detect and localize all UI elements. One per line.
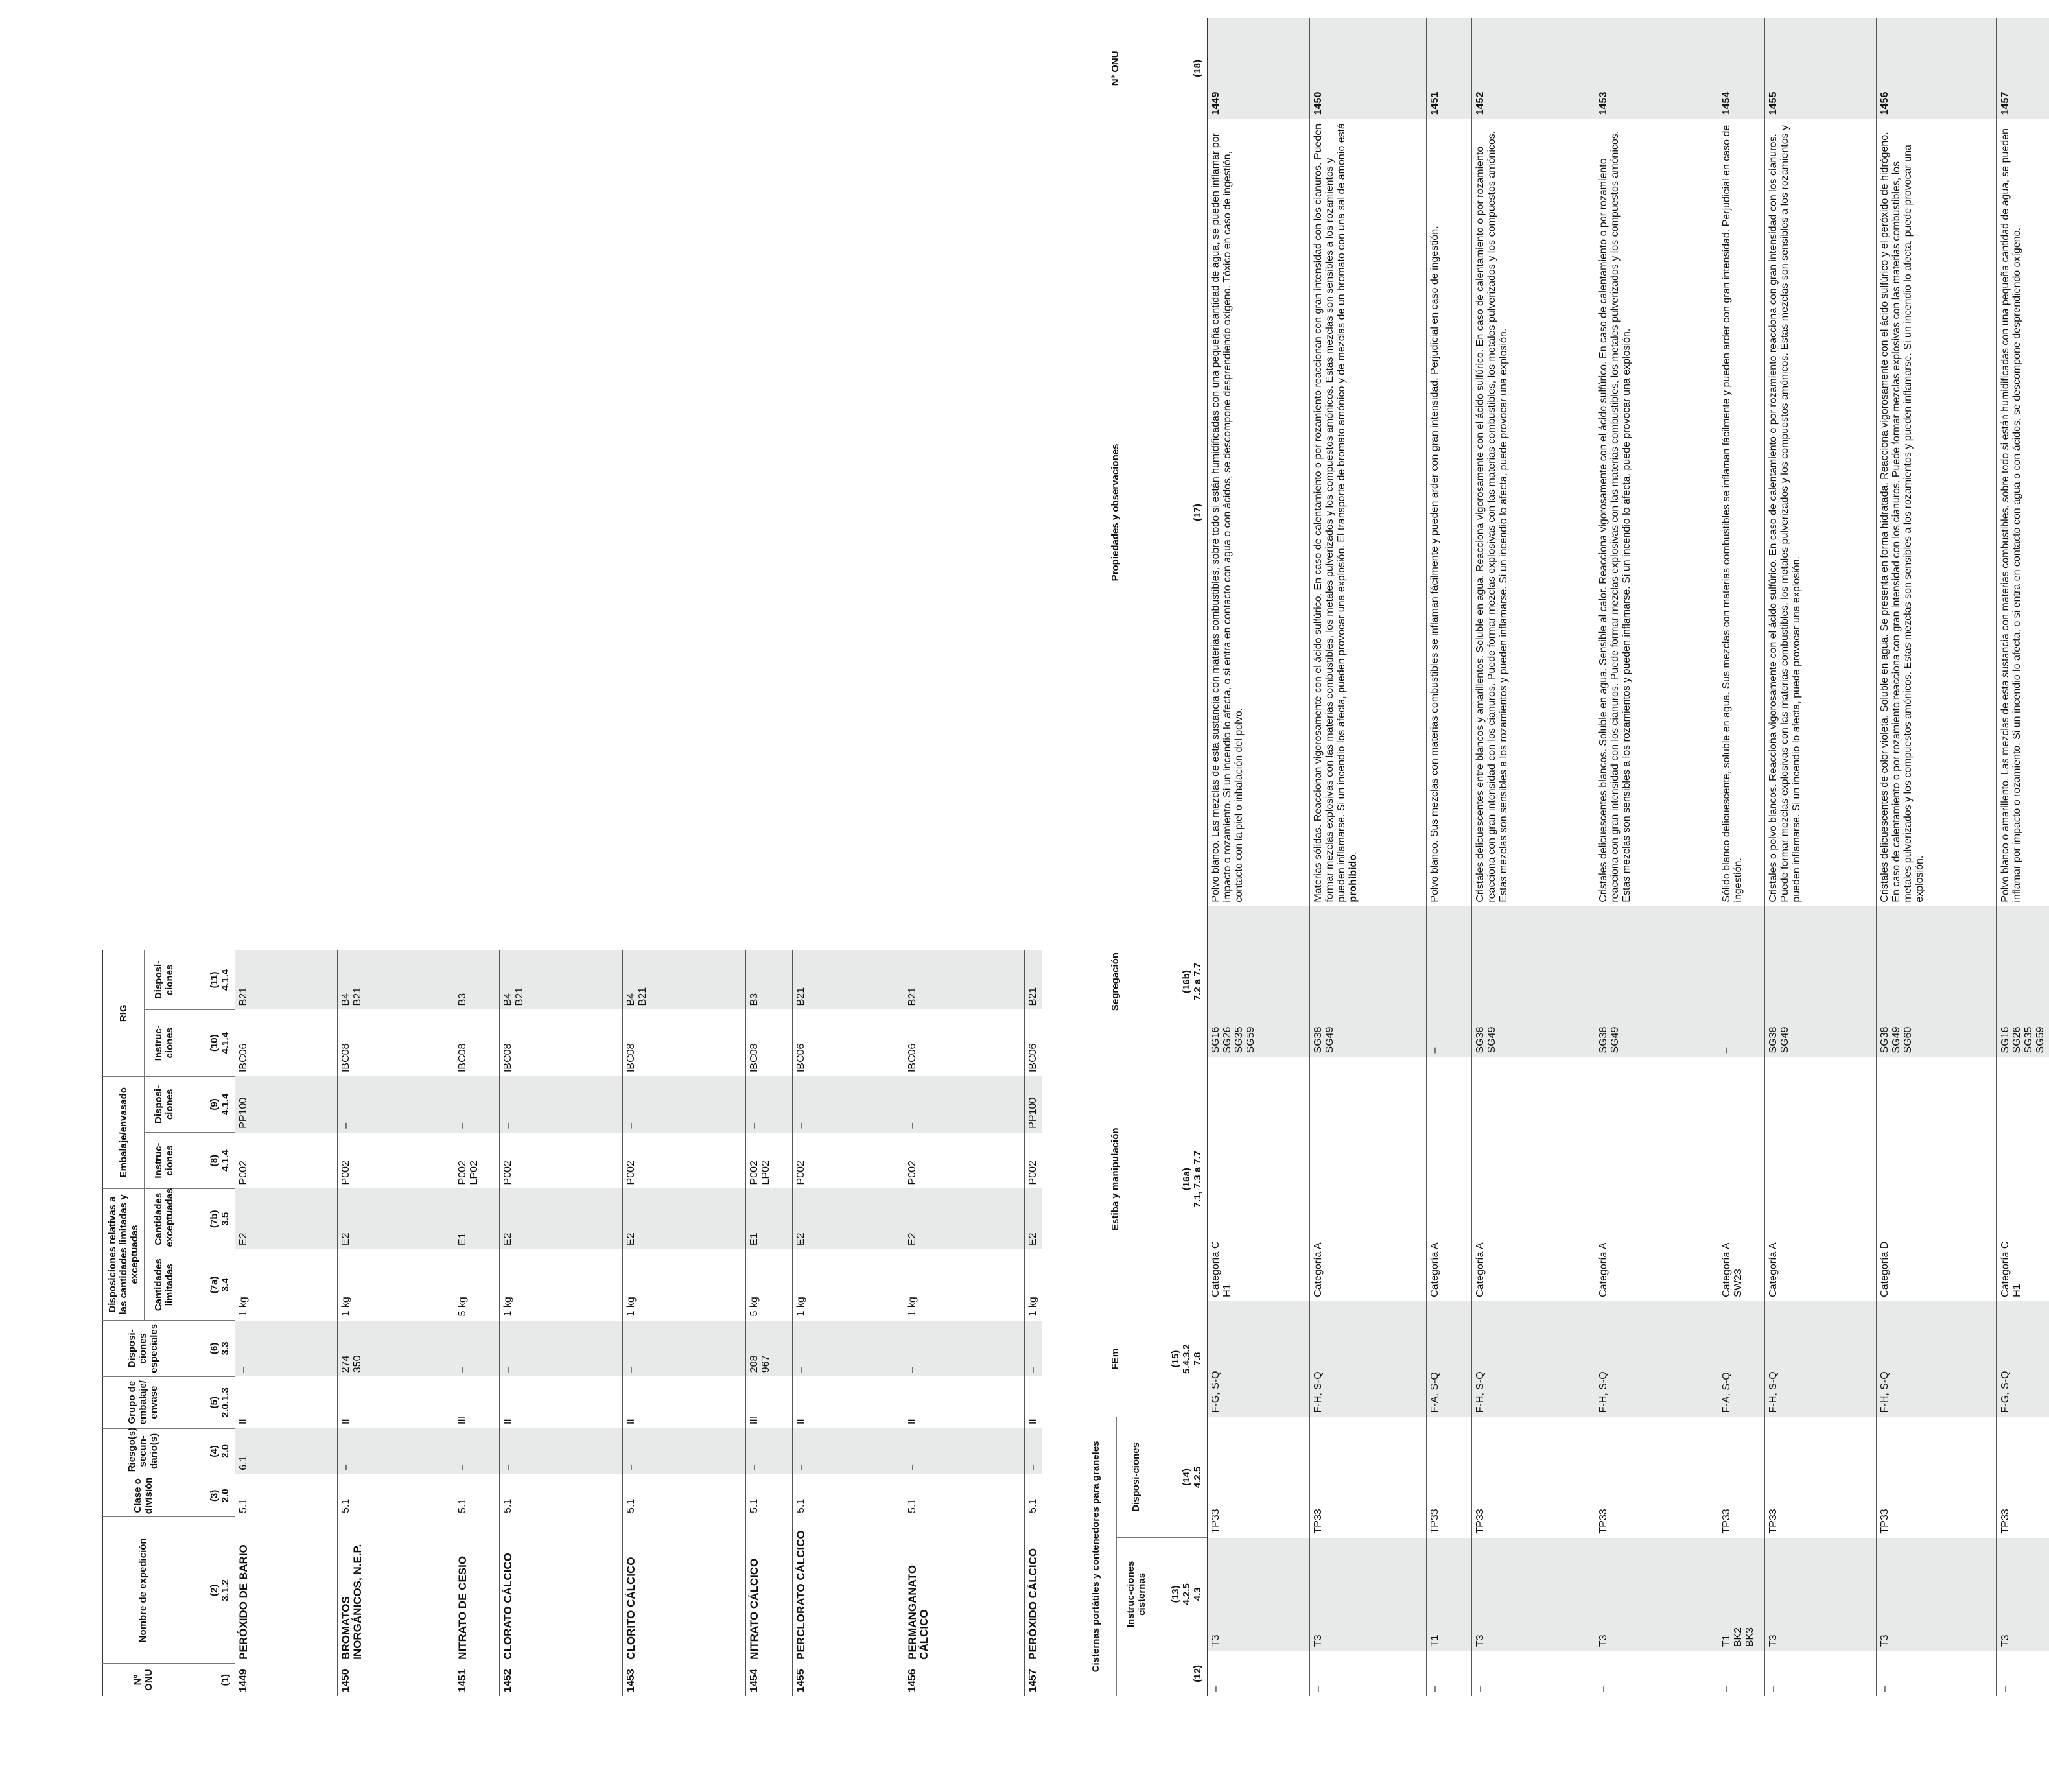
shipping-name: NITRATO CÁLCICO: [746, 1517, 793, 1664]
class: 5.1: [623, 1474, 746, 1517]
packing-provision: –: [500, 1076, 623, 1133]
tank-instruction: T3: [1310, 1538, 1427, 1651]
ref-6: (6) 3.3: [183, 1321, 235, 1377]
class: 5.1: [746, 1474, 793, 1517]
limited-quantity: 1 kg: [623, 1249, 746, 1321]
excepted-quantity: E2: [793, 1188, 904, 1249]
ref-9: (9) 4.1.4: [183, 1076, 235, 1133]
tank-provision: TP33: [1208, 1417, 1310, 1537]
packing-group: II: [338, 1376, 454, 1428]
stowage: Categoría C H1: [1208, 1057, 1310, 1301]
properties: Sólido blanco delicuescente, soluble en agua. Sus mezclas con materias combustibles se inflaman fácilmente y pueden arder con gran intensidad. Perjudicial en caso de ingestión.: [1718, 119, 1765, 906]
excepted-quantity: E2: [500, 1188, 623, 1249]
stowage: Categoría A SW23: [1718, 1057, 1765, 1301]
header-class: Clase o división: [103, 1474, 183, 1517]
header-packing-instructions: Instruc-ciones: [145, 1133, 183, 1189]
un-number: 1451: [1427, 18, 1472, 119]
un-number: 1451: [454, 1664, 500, 1696]
shipping-name: CLORATO CÁLCICO: [500, 1517, 623, 1664]
un-number: 1453: [623, 1664, 746, 1696]
limited-quantity: 1 kg: [793, 1249, 904, 1321]
ref-12: (12): [1156, 1651, 1208, 1696]
special-provisions: –: [454, 1321, 500, 1377]
tank-instruction: T3: [1997, 1538, 2049, 1651]
tank-provision: TP33: [1718, 1417, 1765, 1537]
packing-instruction: P002: [235, 1133, 338, 1189]
class: 5.1: [235, 1474, 338, 1517]
table-row: [623, 950, 746, 1696]
excepted-quantity: E1: [746, 1188, 793, 1249]
packing-provision: –: [793, 1076, 904, 1133]
tank-instruction: T3: [1765, 1538, 1877, 1651]
col12: –: [1718, 1651, 1765, 1696]
excepted-quantity: E2: [1025, 1188, 1042, 1249]
properties: Cristales o polvo blancos. Reacciona vigorosamente con el ácido sulfúrico. En caso de calentamiento o por rozamiento reacciona con gran intensidad con los cianuros. Puede formar mezclas explosivas con las materias combustibles, los metales pulverizados y los compuestos amónicos. Estas mezclas son sensibles a los rozamientos y pueden inflamarse. Si un incendio lo afecta, puede provocar una explosión.: [1765, 119, 1877, 906]
header-qty-excepted: Cantidades exceptuadas: [145, 1188, 183, 1249]
subsidiary-risk: –: [793, 1428, 904, 1474]
shipping-name: PERMANGANATO CÁLCICO: [904, 1517, 1025, 1664]
excepted-quantity: E1: [454, 1188, 500, 1249]
un-number: 1454: [1718, 18, 1765, 119]
properties: Cristales delicuescentes blancos. Soluble en agua. Sensible al calor. Reacciona vigorosamente con el ácido sulfúrico. En caso de calentamiento o por rozamiento reacciona con gran intensidad con los cianuros. Puede formar mezclas explosivas con las materias combustibles, los metales pulverizados y los compuestos amónicos. Estas mezclas son sensibles a los rozamientos y pueden inflamarse. Si un incendio lo afecta, puede provocar una explosión.: [1595, 119, 1718, 906]
special-provisions: 208 967: [746, 1321, 793, 1377]
ref-16b: (16b) 7.2 a 7.7: [1156, 906, 1208, 1057]
ibc-provision: B4 B21: [500, 950, 623, 1009]
properties-emphasis: prohibido: [1348, 854, 1359, 902]
packing-instruction: P002 LP02: [746, 1133, 793, 1189]
header-properties: Propiedades y observaciones: [1075, 119, 1156, 906]
header-ibc-instructions: Instruc-ciones: [145, 1009, 183, 1076]
tank-instruction: T1: [1427, 1538, 1472, 1651]
shipping-name: PERÓXIDO CÁLCICO: [1025, 1517, 1042, 1664]
segregation: SG38 SG49: [1310, 906, 1427, 1057]
header-un: Nº ONU: [132, 1669, 154, 1691]
ref-5: (5) 2.0.1.3: [183, 1376, 235, 1428]
header-subsidiary-risk: Riesgo(s) secun-dario(s): [103, 1428, 183, 1474]
ibc-instruction: IBC08: [746, 1009, 793, 1076]
ref-8: (8) 4.1.4: [183, 1133, 235, 1189]
un-number: 1452: [500, 1664, 623, 1696]
class: 5.1: [454, 1474, 500, 1517]
ref-7b: (7b) 3.5: [183, 1188, 235, 1249]
header-tank-instructions: Instruc-ciones cisternas: [1117, 1538, 1156, 1651]
header-stowage: Estiba y manipulación: [1075, 1057, 1156, 1301]
ems: F-H, S-Q: [1310, 1301, 1427, 1417]
ibc-instruction: IBC08: [454, 1009, 500, 1076]
un-number: 1454: [746, 1664, 793, 1696]
tank-instruction: T3: [1472, 1538, 1595, 1651]
tank-provision: TP33: [1765, 1417, 1877, 1537]
packing-instruction: P002: [904, 1133, 1025, 1189]
packing-group: III: [746, 1376, 793, 1428]
table-row: [1472, 18, 1595, 1696]
un-number: 1450: [1310, 18, 1427, 119]
excepted-quantity: E2: [623, 1188, 746, 1249]
subsidiary-risk: –: [454, 1428, 500, 1474]
limited-quantity: 1 kg: [235, 1249, 338, 1321]
ibc-instruction: IBC06: [904, 1009, 1025, 1076]
table-row: [793, 950, 904, 1696]
packing-group: II: [235, 1376, 338, 1428]
limited-quantity: 5 kg: [746, 1249, 793, 1321]
table-row: [1208, 18, 1310, 1696]
packing-group: III: [454, 1376, 500, 1428]
segregation: SG38 SG49 SG60: [1877, 906, 1997, 1057]
ibc-instruction: IBC08: [338, 1009, 454, 1076]
table-row: [338, 950, 454, 1696]
packing-group: II: [623, 1376, 746, 1428]
table-row: [1877, 18, 1997, 1696]
properties: Cristales delicuescentes de color violeta. Soluble en agua. Se presenta en forma hidratada. Reacciona vigorosamente con el ácido sulfúrico y el peróxido de hidrógeno. En caso de calentamiento o por rozamiento reacciona con gran intensidad con los cianuros. Puede formar mezclas explosivas con las materias combustibles, los metales pulverizados y los compuestos amónicos. Estas mezclas son sensibles a los rozamientos y pueden inflamarse. Si un incendio lo afecta, puede provocar una explosión.: [1877, 119, 1997, 906]
header-un-right: Nº ONU: [1075, 18, 1156, 119]
header-qty-limited: Cantidades limitadas: [145, 1249, 183, 1321]
packing-provision: –: [904, 1076, 1025, 1133]
ems: F-A, S-Q: [1718, 1301, 1765, 1417]
shipping-name: PERCLORATO CÁLCICO: [793, 1517, 904, 1664]
col12: –: [1997, 1651, 2049, 1696]
right-table: [1075, 18, 2049, 1696]
un-number: 1453: [1595, 18, 1718, 119]
subsidiary-risk: –: [904, 1428, 1025, 1474]
ref-15: (15) 5.4.3.2 7.8: [1156, 1301, 1208, 1417]
table-row: [904, 950, 1025, 1696]
un-number: 1456: [904, 1664, 1025, 1696]
table-row: [1595, 18, 1718, 1696]
tank-instruction: T3: [1208, 1538, 1310, 1651]
table-row: [746, 950, 793, 1696]
table-row: [1427, 18, 1472, 1696]
un-number: 1455: [793, 1664, 904, 1696]
special-provisions: –: [1025, 1321, 1042, 1377]
ibc-provision: B3: [454, 950, 500, 1009]
col12: –: [1472, 1651, 1595, 1696]
ibc-provision: B3: [746, 950, 793, 1009]
tank-instruction: T3: [1595, 1538, 1718, 1651]
special-provisions: –: [904, 1321, 1025, 1377]
col12: –: [1765, 1651, 1877, 1696]
packing-instruction: P002: [623, 1133, 746, 1189]
col12: –: [1877, 1651, 1997, 1696]
ems: F-G, S-Q: [1997, 1301, 2049, 1417]
table-row: [1025, 950, 1042, 1696]
header-segregation: Segregación: [1075, 906, 1156, 1057]
header-ems: FEm: [1075, 1301, 1156, 1417]
ibc-provision: B21: [793, 950, 904, 1009]
stowage: Categoría A: [1427, 1057, 1472, 1301]
ref-11: (11) 4.1.4: [183, 950, 235, 1009]
tank-provision: TP33: [1427, 1417, 1472, 1537]
dangerous-goods-list-right: [1075, 18, 2046, 1696]
packing-group: II: [500, 1376, 623, 1428]
ibc-provision: B21: [235, 950, 338, 1009]
segregation: –: [1427, 906, 1472, 1057]
header-shipping-name: Nombre de expedición: [103, 1517, 183, 1664]
stowage: Categoría A: [1472, 1057, 1595, 1301]
ibc-instruction: IBC06: [1025, 1009, 1042, 1076]
dangerous-goods-list-left: [102, 950, 1039, 1696]
class: 5.1: [793, 1474, 904, 1517]
ref-2: (2) 3.1.2: [183, 1517, 235, 1664]
ibc-provision: B21: [904, 950, 1025, 1009]
shipping-name: PERÓXIDO DE BARIO: [235, 1517, 338, 1664]
excepted-quantity: E2: [235, 1188, 338, 1249]
header-tank-blank: [1117, 1651, 1156, 1696]
ibc-instruction: IBC06: [235, 1009, 338, 1076]
header-tank-provisions: Disposi-ciones: [1117, 1417, 1156, 1537]
ems: F-H, S-Q: [1877, 1301, 1997, 1417]
packing-provision: –: [454, 1076, 500, 1133]
table-row: [1310, 18, 1427, 1696]
packing-instruction: P002 LP02: [454, 1133, 500, 1189]
header-special-provisions: Disposi-ciones especiales: [103, 1321, 183, 1377]
table-row: [454, 950, 500, 1696]
un-number: 1457: [1025, 1664, 1042, 1696]
col12: –: [1595, 1651, 1718, 1696]
stowage: Categoría A: [1595, 1057, 1718, 1301]
subsidiary-risk: –: [623, 1428, 746, 1474]
properties: Polvo blanco. Sus mezclas con materias combustibles se inflaman fácilmente y pueden arder con gran intensidad. Perjudicial en caso de ingestión.: [1427, 119, 1472, 906]
properties-tail: .: [1348, 851, 1359, 855]
tank-provision: TP33: [1310, 1417, 1427, 1537]
packing-provision: –: [338, 1076, 454, 1133]
ibc-instruction: IBC08: [623, 1009, 746, 1076]
un-number: 1449: [235, 1664, 338, 1696]
ibc-provision: B21: [1025, 950, 1042, 1009]
ibc-provision: B4 B21: [338, 950, 454, 1009]
ref-14: (14) 4.2.5: [1156, 1417, 1208, 1537]
header-ibc: RIG: [103, 950, 145, 1076]
excepted-quantity: E2: [904, 1188, 1025, 1249]
limited-quantity: 1 kg: [500, 1249, 623, 1321]
tank-provision: TP33: [1997, 1417, 2049, 1537]
properties-text: Materias sólidas. Reaccionan vigorosamente con el ácido sulfúrico. En caso de calentamiento o por rozamiento reaccionan con gran intensidad con los cianuros. Pueden formar mezclas explosivas con las materias combustibles, los metales pulverizados y los compuestos amónicos. Estas mezclas son sensibles a los rozamientos y pueden inflamarse. Si un incendio los afecta, pueden provocar una explosión. El transporte de bromato amónico y de mezclas de un bromato con una sal de amonio está: [1313, 123, 1347, 902]
limited-quantity: 1 kg: [338, 1249, 454, 1321]
segregation: SG16 SG26 SG35 SG59: [1208, 906, 1310, 1057]
un-number: 1456: [1877, 18, 1997, 119]
packing-group: II: [793, 1376, 904, 1428]
packing-provision: –: [746, 1076, 793, 1133]
header-packing-group: Grupo de embalaje/ envase: [103, 1376, 183, 1428]
special-provisions: –: [793, 1321, 904, 1377]
packing-instruction: P002: [1025, 1133, 1042, 1189]
col12: –: [1427, 1651, 1472, 1696]
packing-group: II: [904, 1376, 1025, 1428]
header-packing-provisions: Disposi-ciones: [145, 1076, 183, 1133]
ref-18: (18): [1156, 18, 1208, 119]
packing-instruction: P002: [500, 1133, 623, 1189]
ref-16a: (16a) 7.1, 7.3 a 7.7: [1156, 1057, 1208, 1301]
ibc-instruction: IBC08: [500, 1009, 623, 1076]
segregation: SG38 SG49: [1472, 906, 1595, 1057]
ref-3: (3) 2.0: [183, 1474, 235, 1517]
table-row: [500, 950, 623, 1696]
un-number: 1452: [1472, 18, 1595, 119]
un-number: 1449: [1208, 18, 1310, 119]
class: 5.1: [500, 1474, 623, 1517]
properties: Cristales delicuescentes entre blancos y amarillentos. Soluble en agua. Reacciona vigorosamente con el ácido sulfúrico. En caso de calentamiento o por rozamiento reacciona con gran intensidad con los cianuros. Puede formar mezclas explosivas con las materias combustibles, los metales pulverizados y los compuestos amónicos. Estas mezclas son sensibles a los rozamientos y pueden inflamarse. Si un incendio lo afecta, puede provocar una explosión.: [1472, 119, 1595, 906]
header-packing: Embalaje/envasado: [103, 1076, 145, 1188]
shipping-name: BROMATOS INORGÁNICOS, N.E.P.: [338, 1517, 454, 1664]
limited-quantity: 5 kg: [454, 1249, 500, 1321]
tank-provision: TP33: [1472, 1417, 1595, 1537]
stowage: Categoría A: [1310, 1057, 1427, 1301]
segregation: SG38 SG49: [1595, 906, 1718, 1057]
tank-provision: TP33: [1877, 1417, 1997, 1537]
shipping-name: CLORITO CÁLCICO: [623, 1517, 746, 1664]
stowage: Categoría A: [1765, 1057, 1877, 1301]
limited-quantity: 1 kg: [904, 1249, 1025, 1321]
ems: F-G, S-Q: [1208, 1301, 1310, 1417]
ref-1: (1): [183, 1664, 235, 1696]
ref-7a: (7a) 3.4: [183, 1249, 235, 1321]
properties: Polvo blanco o amarillento. Las mezclas de esta sustancia con materias combustibles, sobre todo si están humidificadas con una pequeña cantidad de agua, se pueden inflamar por impacto o rozamiento. Si un incendio lo afecta, o si entra en contacto con agua o con ácidos, se descompone desprendiendo oxígeno.: [1997, 119, 2049, 906]
properties: Polvo blanco. Las mezclas de esta sustancia con materias combustibles, sobre todo si están humidificadas con una pequeña cantidad de agua, se pueden inflamar por impacto o rozamiento. Si un incendio lo afecta, o si entra en contacto con agua o con ácidos, se descompone desprendiendo oxígeno. Tóxico en caso de ingestión, contacto con la piel o inhalación del polvo.: [1208, 119, 1310, 906]
tank-provision: TP33: [1595, 1417, 1718, 1537]
packing-instruction: P002: [338, 1133, 454, 1189]
table-row: [1765, 18, 1877, 1696]
segregation: SG16 SG26 SG35 SG59: [1997, 906, 2049, 1057]
tank-instruction: T3: [1877, 1538, 1997, 1651]
packing-provision: PP100: [235, 1076, 338, 1133]
un-number: 1457: [1997, 18, 2049, 119]
ems: F-A, S-Q: [1427, 1301, 1472, 1417]
ref-17: (17): [1156, 119, 1208, 906]
excepted-quantity: E2: [338, 1188, 454, 1249]
class: 5.1: [904, 1474, 1025, 1517]
properties: [1310, 119, 1427, 906]
class: 5.1: [1025, 1474, 1042, 1517]
ref-13: (13) 4.2.5 4.3: [1156, 1538, 1208, 1651]
col12: –: [1310, 1651, 1427, 1696]
tank-instruction: T1 BK2 BK3: [1718, 1538, 1765, 1651]
ems: F-H, S-Q: [1765, 1301, 1877, 1417]
subsidiary-risk: –: [1025, 1428, 1042, 1474]
ref-10: (10) 4.1.4: [183, 1009, 235, 1076]
special-provisions: –: [623, 1321, 746, 1377]
ems: F-H, S-Q: [1595, 1301, 1718, 1417]
ref-4: (4) 2.0: [183, 1428, 235, 1474]
class: 5.1: [338, 1474, 454, 1517]
segregation: –: [1718, 906, 1765, 1057]
special-provisions: –: [235, 1321, 338, 1377]
ems: F-H, S-Q: [1472, 1301, 1595, 1417]
packing-group: II: [1025, 1376, 1042, 1428]
subsidiary-risk: 6.1: [235, 1428, 338, 1474]
packing-provision: PP100: [1025, 1076, 1042, 1133]
col12: –: [1208, 1651, 1310, 1696]
table-row: [235, 950, 338, 1696]
subsidiary-risk: –: [338, 1428, 454, 1474]
un-number: 1455: [1765, 18, 1877, 119]
subsidiary-risk: –: [746, 1428, 793, 1474]
special-provisions: 274 350: [338, 1321, 454, 1377]
header-quantities: Disposiciones relativas a las cantidades limitadas y exceptuadas: [103, 1188, 145, 1320]
table-row: [1718, 18, 1765, 1696]
header-ibc-provisions: Disposi-ciones: [145, 950, 183, 1009]
limited-quantity: 1 kg: [1025, 1249, 1042, 1321]
ibc-provision: B4 B21: [623, 950, 746, 1009]
un-number: 1450: [338, 1664, 454, 1696]
packing-instruction: P002: [793, 1133, 904, 1189]
left-table: [102, 950, 1042, 1696]
stowage: Categoría D: [1877, 1057, 1997, 1301]
packing-provision: –: [623, 1076, 746, 1133]
subsidiary-risk: –: [500, 1428, 623, 1474]
shipping-name: NITRATO DE CESIO: [454, 1517, 500, 1664]
header-tanks: Cisternas portátiles y contenedores para graneles: [1090, 1441, 1101, 1673]
table-row: [1997, 18, 2049, 1696]
ibc-instruction: IBC06: [793, 1009, 904, 1076]
special-provisions: –: [500, 1321, 623, 1377]
stowage: Categoría C H1: [1997, 1057, 2049, 1301]
segregation: SG38 SG49: [1765, 906, 1877, 1057]
